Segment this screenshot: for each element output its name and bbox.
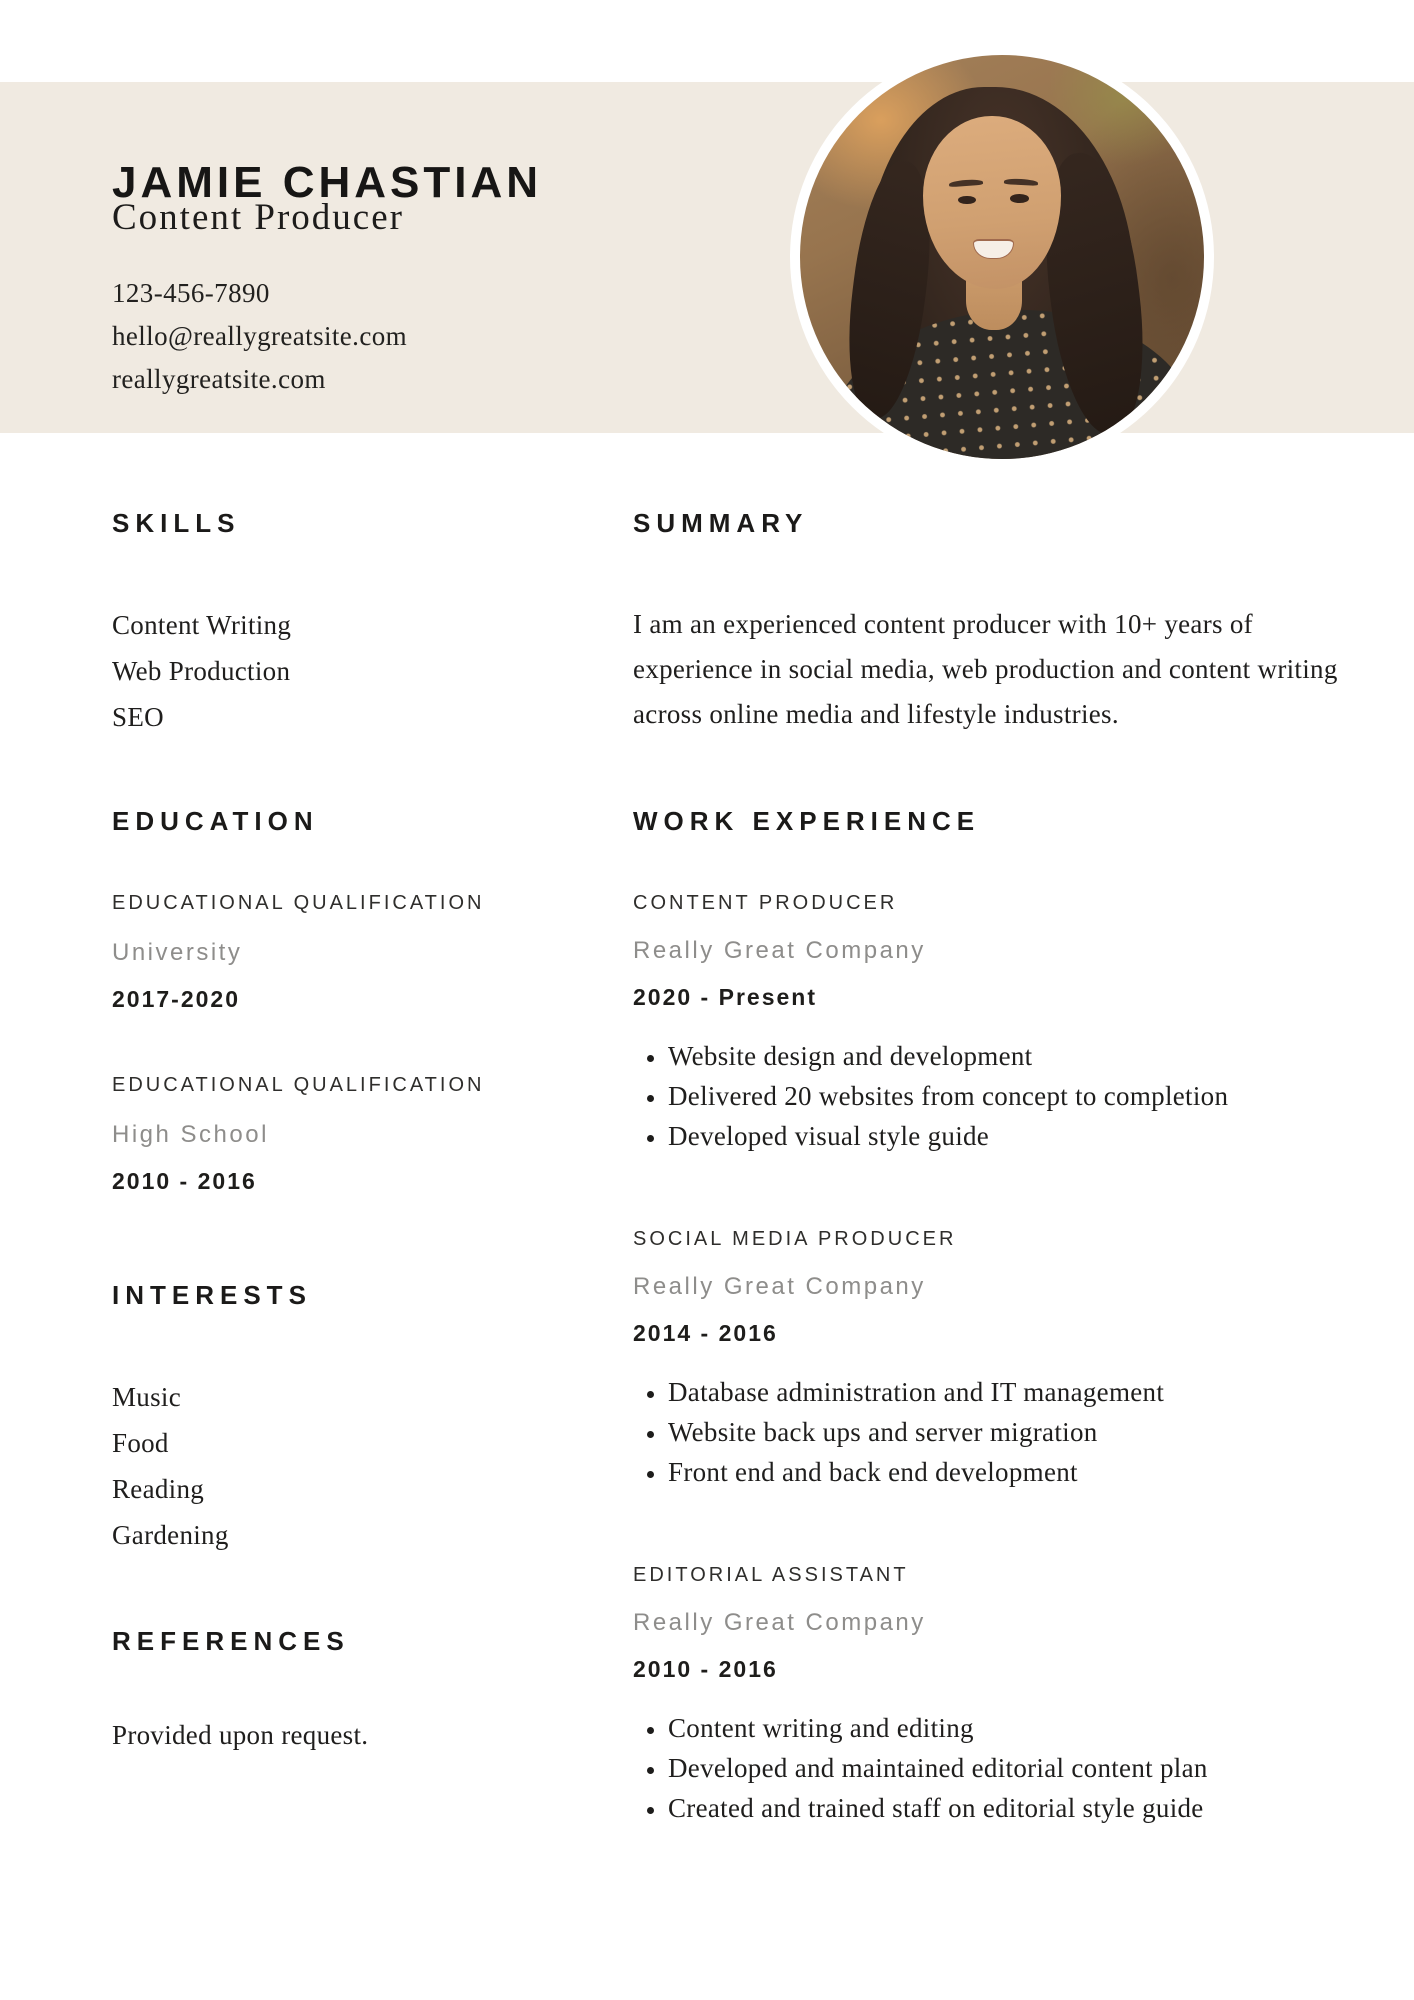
bullet-icon [647,1135,654,1142]
skills-list [112,602,582,740]
bullet-icon [647,1095,654,1102]
education-section [112,806,582,1194]
job-bullet [633,1372,1383,1412]
interest-item: Gardening [112,1520,229,1550]
skill-item: Web Production [112,656,291,686]
job-title: SOCIAL MEDIA PRODUCER [633,1228,957,1250]
job-title: EDITORIAL ASSISTANT [633,1564,909,1586]
bullet-icon [647,1767,654,1774]
summary-section [633,508,1373,737]
phone-number: 123-456-7890 [112,278,270,308]
person-job-title: Content Producer [112,197,404,238]
job-company: Really Great Company [633,1609,926,1636]
profile-photo [790,45,1214,469]
job-bullet-text: Developed visual style guide [668,1121,990,1151]
work-experience-heading: WORK EXPERIENCE [633,806,981,836]
work-experience-section [633,806,1383,1828]
education-entry [112,892,582,1012]
job-dates: 2014 - 2016 [633,1320,778,1346]
contact-block [112,272,407,401]
summary-heading: SUMMARY [633,508,809,538]
photo-background [800,55,1204,459]
education-entry-label: EDUCATIONAL QUALIFICATION [112,892,485,914]
job-bullet-text: Website back ups and server migration [668,1417,1098,1447]
bullet-icon [647,1807,654,1814]
job-bullet [633,1076,1383,1116]
bullet-icon [647,1431,654,1438]
summary-text: I am an experienced content producer with 10+ years of experience in social media, web production and content writing across online media and lifestyle industries. [633,609,1338,729]
job-dates: 2020 - Present [633,984,817,1010]
email-address: hello@reallygreatsite.com [112,321,408,351]
education-entries [112,892,582,1194]
job-company: Really Great Company [633,1273,926,1300]
bullet-icon [647,1727,654,1734]
job-bullet-text: Developed and maintained editorial content plan [668,1753,1208,1783]
skills-section [112,508,582,740]
interests-list [112,1374,582,1558]
education-entry-dates: 2017-2020 [112,986,240,1012]
job-bullet-text: Content writing and editing [668,1713,974,1743]
skill-item: SEO [112,702,164,732]
interest-item: Food [112,1428,169,1458]
bullet-icon [647,1055,654,1062]
job-bullet-list [633,1708,1383,1828]
eye-right-shape [1010,194,1029,203]
interests-section [112,1280,582,1558]
job-bullet [633,1708,1383,1748]
job-list [633,892,1383,1828]
education-entry-dates: 2010 - 2016 [112,1168,257,1194]
job-bullet [633,1116,1383,1156]
references-section [112,1626,582,1752]
skills-heading: SKILLS [112,508,241,538]
job-bullet-list [633,1372,1383,1492]
bullet-icon [647,1471,654,1478]
references-heading: REFERENCES [112,1626,350,1656]
website-url: reallygreatsite.com [112,364,326,394]
job-bullet-text: Front end and back end development [668,1457,1078,1487]
skill-item: Content Writing [112,610,292,640]
job-bullet [633,1452,1383,1492]
job-bullet [633,1036,1383,1076]
job-bullet [633,1788,1383,1828]
job-bullet-text: Website design and development [668,1041,1033,1071]
references-text: Provided upon request. [112,1720,369,1750]
job-bullet [633,1412,1383,1452]
job-company: Really Great Company [633,937,926,964]
person-name: JAMIE CHASTIAN [112,158,543,208]
job-dates: 2010 - 2016 [633,1656,778,1682]
job-bullet [633,1748,1383,1788]
education-entry [112,1074,582,1194]
job-bullet-text: Created and trained staff on editorial style guide [668,1793,1204,1823]
education-entry-school: High School [112,1121,269,1148]
interest-item: Reading [112,1474,205,1504]
job-bullet-text: Database administration and IT management [668,1377,1165,1407]
job-entry [633,1564,1383,1828]
education-entry-label: EDUCATIONAL QUALIFICATION [112,1074,485,1096]
job-bullet-text: Delivered 20 websites from concept to completion [668,1081,1229,1111]
education-entry-school: University [112,939,243,966]
job-entry [633,1228,1383,1492]
interests-heading: INTERESTS [112,1280,312,1310]
education-heading: EDUCATION [112,806,319,836]
bullet-icon [647,1391,654,1398]
interest-item: Music [112,1382,181,1412]
job-entry [633,892,1383,1156]
job-bullet-list [633,1036,1383,1156]
job-title: CONTENT PRODUCER [633,892,898,914]
